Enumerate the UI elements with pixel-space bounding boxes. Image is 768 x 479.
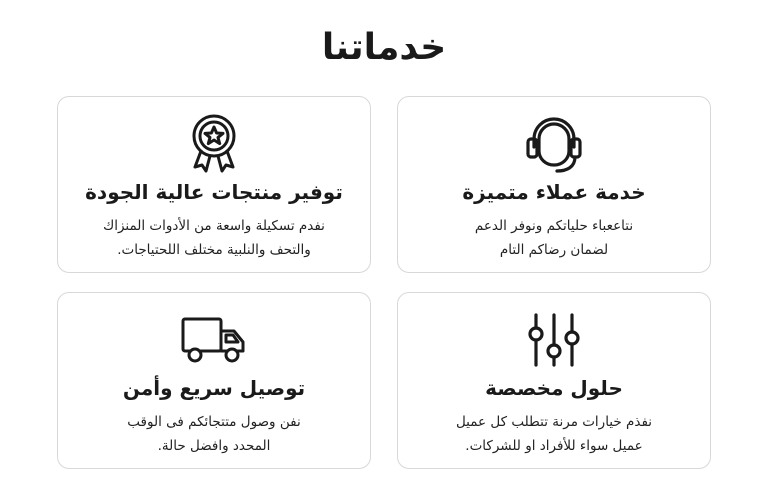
service-description-line: نفذم خيارات مرنة تتطلب كل عميل <box>455 414 653 430</box>
delivery-truck-icon <box>179 305 249 375</box>
headset-icon <box>519 109 589 179</box>
service-description-line: والتحف والنلبية مختلف اللحتياجات. <box>117 242 311 258</box>
service-card-custom-solutions <box>397 292 711 469</box>
service-title: توصيل سريع وأمن <box>122 376 306 400</box>
service-title: توفير منتجات عالية الجودة <box>85 180 343 204</box>
service-description-line: نفن وصول متتجائكم فى الوقب <box>127 414 301 430</box>
service-description <box>74 410 354 458</box>
service-card-quality-products <box>57 96 371 273</box>
page-title: خدماتنا <box>321 27 447 68</box>
service-title: خدمة عملاء متميزة <box>462 180 646 204</box>
service-card-customer-service <box>397 96 711 273</box>
service-description-line: نفدم تسكيلة واسعة من الأدوات المنزاك <box>103 218 325 234</box>
award-badge-icon <box>179 109 249 179</box>
service-description-line: عميل سواء للأفراد او للشركات. <box>465 438 643 454</box>
service-title: حلول مخصصة <box>485 376 623 400</box>
service-description-line: المحدد وافضل حالة. <box>157 438 271 454</box>
service-description <box>74 214 354 262</box>
sliders-icon <box>519 305 589 375</box>
service-description <box>414 410 694 458</box>
service-description-line: نتاععباء حلياتكم ونوفر الدعم <box>474 218 634 234</box>
service-card-fast-delivery <box>57 292 371 469</box>
service-description-line: لضمان رضاكم التام <box>499 242 609 258</box>
service-description <box>414 214 694 262</box>
